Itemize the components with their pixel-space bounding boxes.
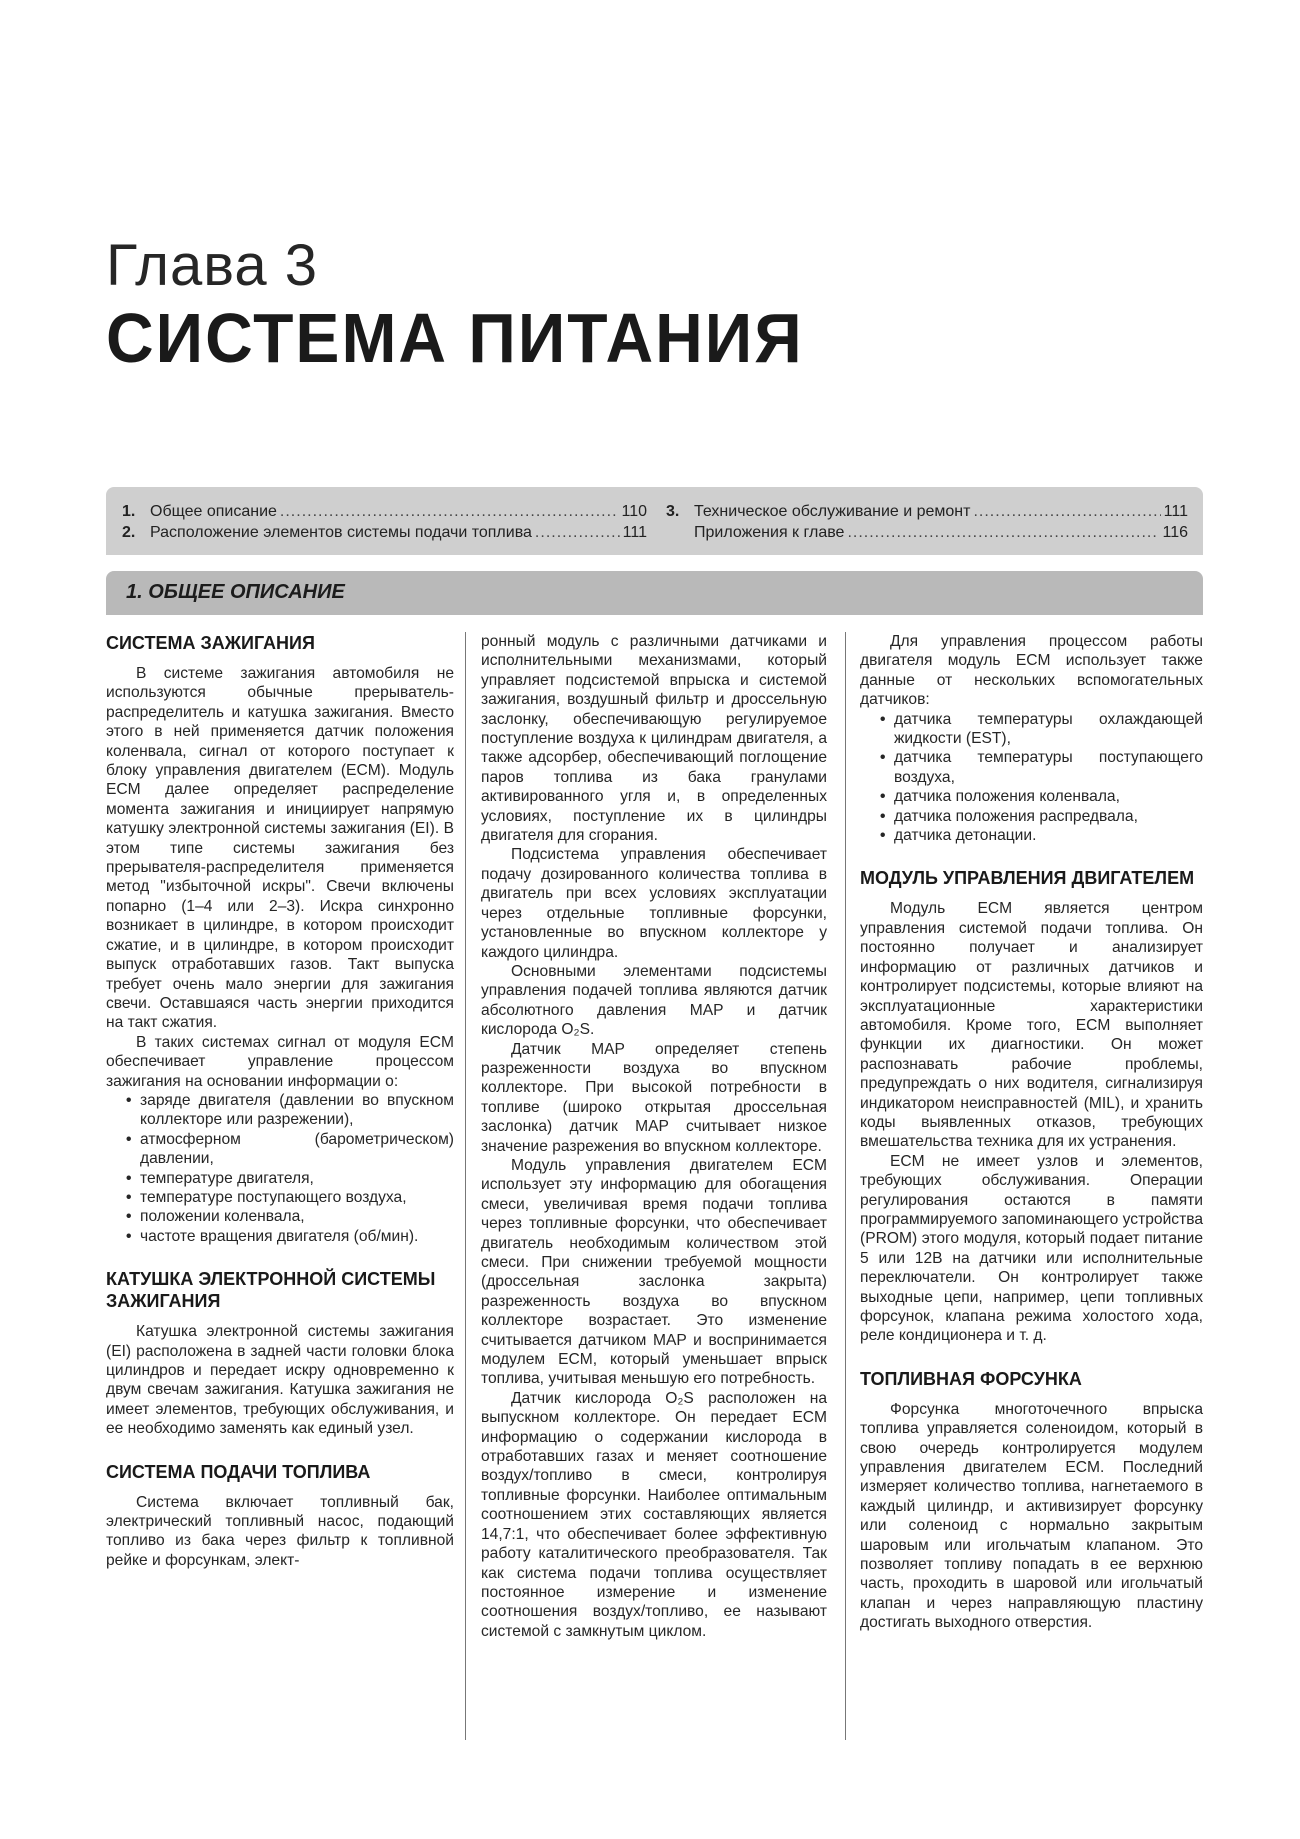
toc-leader [535,524,620,542]
column-2 [481,632,827,1641]
list-item: • датчика температуры поступающего воздуха, [860,748,1203,787]
bullet-list [106,1091,454,1246]
list-item: • атмосферном (барометрическом) давлении, [106,1130,454,1169]
paragraph: Подсистема управления обеспечивает подачу дозированного количества топлива в двигатель при всех условиях эксплуатации через отдельные топливные форсунки, установленные во впускном коллекторе у каждого цилиндра. [481,846,827,961]
heading-engine-control-module: МОДУЛЬ УПРАВЛЕНИЯ ДВИГАТЕЛЕМ [860,868,1195,889]
toc-item[interactable] [666,503,1188,521]
chapter-title: СИСТЕМА ПИТАНИЯ [106,299,804,377]
toc-item-page: 111 [622,524,647,541]
paragraph: Основными элементами подсистемы управления подачей топлива являются датчик абсолютного давления MAP и датчик кислорода O₂S. [481,962,827,1039]
list-item: • заряде двигателя (давлении во впускном коллекторе или разрежении), [106,1091,454,1130]
paragraph: Форсунка многоточечного впрыска топлива управляется соленоидом, который в свою очередь контролируется модулем управления двигателем ECM. Последний измеряет количество топлива, нагнетаемого в каждый цилиндр, и активизирует форсунку или соленоид с нормально закрытым шаровым или игольчатым клапаном. Это позволяет топливу попадать в ее верхнюю часть, проходить в шаровой или игольчатый клапан и через направляющую пластину достигать выходного отверстия. [860,1400,1203,1632]
toc-item-number: 2. [122,524,136,541]
paragraph: Датчик MAP определяет степень разреженности воздуха во впускном коллекторе. При высокой потребности в топливе (широко открытая дроссельная заслонка) датчик MAP считывает низкое значение разрежения во впускном коллекторе. [481,1040,827,1155]
section-header [106,571,1203,615]
toc-item-text: Приложения к главе [694,524,845,541]
paragraph: Для управления процессом работы двигателя модуль ECM использует также данные от нескольких вспомогательных датчиков: [860,633,1203,709]
toc-item-text: Расположение элементов системы подачи топлива [150,524,532,541]
list-item: • положении коленвала, [106,1207,454,1226]
toc-leader [280,503,619,521]
heading-ignition-coil: КАТУШКА ЭЛЕКТРОННОЙ СИСТЕМЫ ЗАЖИГАНИЯ [106,1269,436,1312]
toc-item[interactable] [666,524,1188,542]
list-item: • датчика положения распредвала, [860,807,1203,826]
column-1 [106,632,454,1570]
toc-item-text: Общее описание [150,503,277,520]
paragraph: ронный модуль с различными датчиками и исполнительными механизмами, который управляет подсистемой впрыска и системой зажигания, воздушный фильтр и дроссельную заслонку, обеспечивающую регулируемое поступление воздуха к цилиндрам двигателя, а также адсорбер, обеспечивающий поглощение паров топлива из бака гранулами активированного угля и, в определенных условиях, поступление их в цилиндры двигателя для сгорания. [481,633,827,845]
toc-item-page: 111 [1163,503,1188,520]
column-3 [860,632,1203,1633]
toc-item[interactable] [122,503,647,521]
section-title: 1. ОБЩЕЕ ОПИСАНИЕ [126,581,345,603]
column-divider [845,632,846,1740]
list-item: • температуре поступающего воздуха, [106,1188,454,1207]
paragraph: В системе зажигания автомобиля не используются обычные прерыватель-распределитель и катушка зажигания. Вместо этого в ней применяется датчик положения коленвала, сигнал от которого поступает к блоку управления двигателем (ECM). Модуль ECM далее определяет распределение момента зажигания и инициирует напрямую катушку электронной системы зажигания (EI). В этом типе системы зажигания без прерывателя-распределителя применяется метод "избыточной искры". Свечи включены попарно (1–4 или 2–3). Искра синхронно возникает в цилиндре, в котором происходит сжатие, и в цилиндре, в котором происходит выпуск отработавших газов. Такт выпуска требует очень мало энергии для зажигания свечи. Оставшаяся часть энергии приходится на такт сжатия. [106,665,454,1032]
heading-ignition-system: СИСТЕМА ЗАЖИГАНИЯ [106,633,315,653]
list-item: • датчика температуры охлаждающей жидкости (EST), [860,710,1203,749]
column-divider [465,632,466,1740]
toc-item-number: 3. [666,503,680,520]
toc-item-text: Техническое обслуживание и ремонт [694,503,971,520]
list-item: • датчика положения коленвала, [860,787,1203,806]
paragraph: Система включает топливный бак, электрический топливный насос, подающий топливо из бака через фильтр к топливной рейке и форсункам, элект- [106,1493,454,1569]
paragraph: ECM не имеет узлов и элементов, требующих обслуживания. Операции регулирования остаются в памяти программируемого запоминающего устройства (PROM) этого модуля, который подает питание 5 или 12В на датчики или исполнительные переключатели. Он контролирует также выходные цепи, например, цепи топливных форсунок, клапана режима холостого хода, реле кондиционера и т. д. [860,1152,1203,1345]
bullet-list [860,710,1203,846]
list-item: • частоте вращения двигателя (об/мин). [106,1227,454,1246]
toc-item-page: 110 [621,503,647,520]
list-item: • температуре двигателя, [106,1169,454,1188]
heading-fuel-system: СИСТЕМА ПОДАЧИ ТОПЛИВА [106,1461,371,1482]
toc-item-page: 116 [1162,524,1188,541]
list-item: • датчика детонации. [860,826,1203,845]
paragraph: Модуль ECM является центром управления системой подачи топлива. Он постоянно получает и анализирует информацию от различных датчиков и контролирует подсистемы, которые влияют на эксплуатационные характеристики автомобиля. Кроме того, ECM выполняет функции их диагностики. Он может распознавать рабочие проблемы, предупреждать о них водителя, сигнализируя индикатором неисправностей (MIL), и хранить коды выявленных отказов, требующих вмешательства техника для их устранения. [860,900,1203,1151]
chapter-number: Глава 3 [106,233,319,298]
table-of-contents [106,487,1203,555]
toc-item-number: 1. [122,503,136,520]
paragraph: В таких системах сигнал от модуля ECM обеспечивает управление процессом зажигания на основании информации о: [106,1033,454,1090]
paragraph: Датчик кислорода O₂S расположен на выпускном коллекторе. Он передает ECM информацию о содержании кислорода в отработавших газах и меняет соотношение воздух/топливо в смеси, контролируя топливные форсунки. Наиболее оптимальным соотношением этих составляющих является 14,7:1, что обеспечивает более эффективную работу каталитического преобразователя. Так как система подачи топлива осуществляет постоянное измерение и изменение соотношения воздух/топливо, ее называют системой с замкнутым циклом. [481,1389,827,1640]
toc-item[interactable] [122,524,647,542]
toc-leader [847,524,1159,542]
heading-fuel-injector: ТОПЛИВНАЯ ФОРСУНКА [860,1368,1082,1389]
paragraph: Катушка электронной системы зажигания (EI) расположена в задней части головки блока цилиндров и передает искру одновременно к двум свечам зажигания. Катушка зажигания не имеет элементов, требующих обслуживания, и ее необходимо заменять как единый узел. [106,1323,454,1438]
toc-leader [973,503,1160,521]
paragraph: Модуль управления двигателем ECM использует эту информацию для обогащения смеси, увеличивая время подачи топлива через топливные форсунки, что обеспечивает двигатель необходимым количеством этой смеси. При снижении требуемой мощности (дроссельная заслонка закрыта) разреженность воздуха во впускном коллекторе возрастает. Это изменение считывается датчиком MAP и воспринимается модулем ECM, который уменьшает впрыск топлива, учитывая меньшую его потребность. [481,1156,827,1388]
